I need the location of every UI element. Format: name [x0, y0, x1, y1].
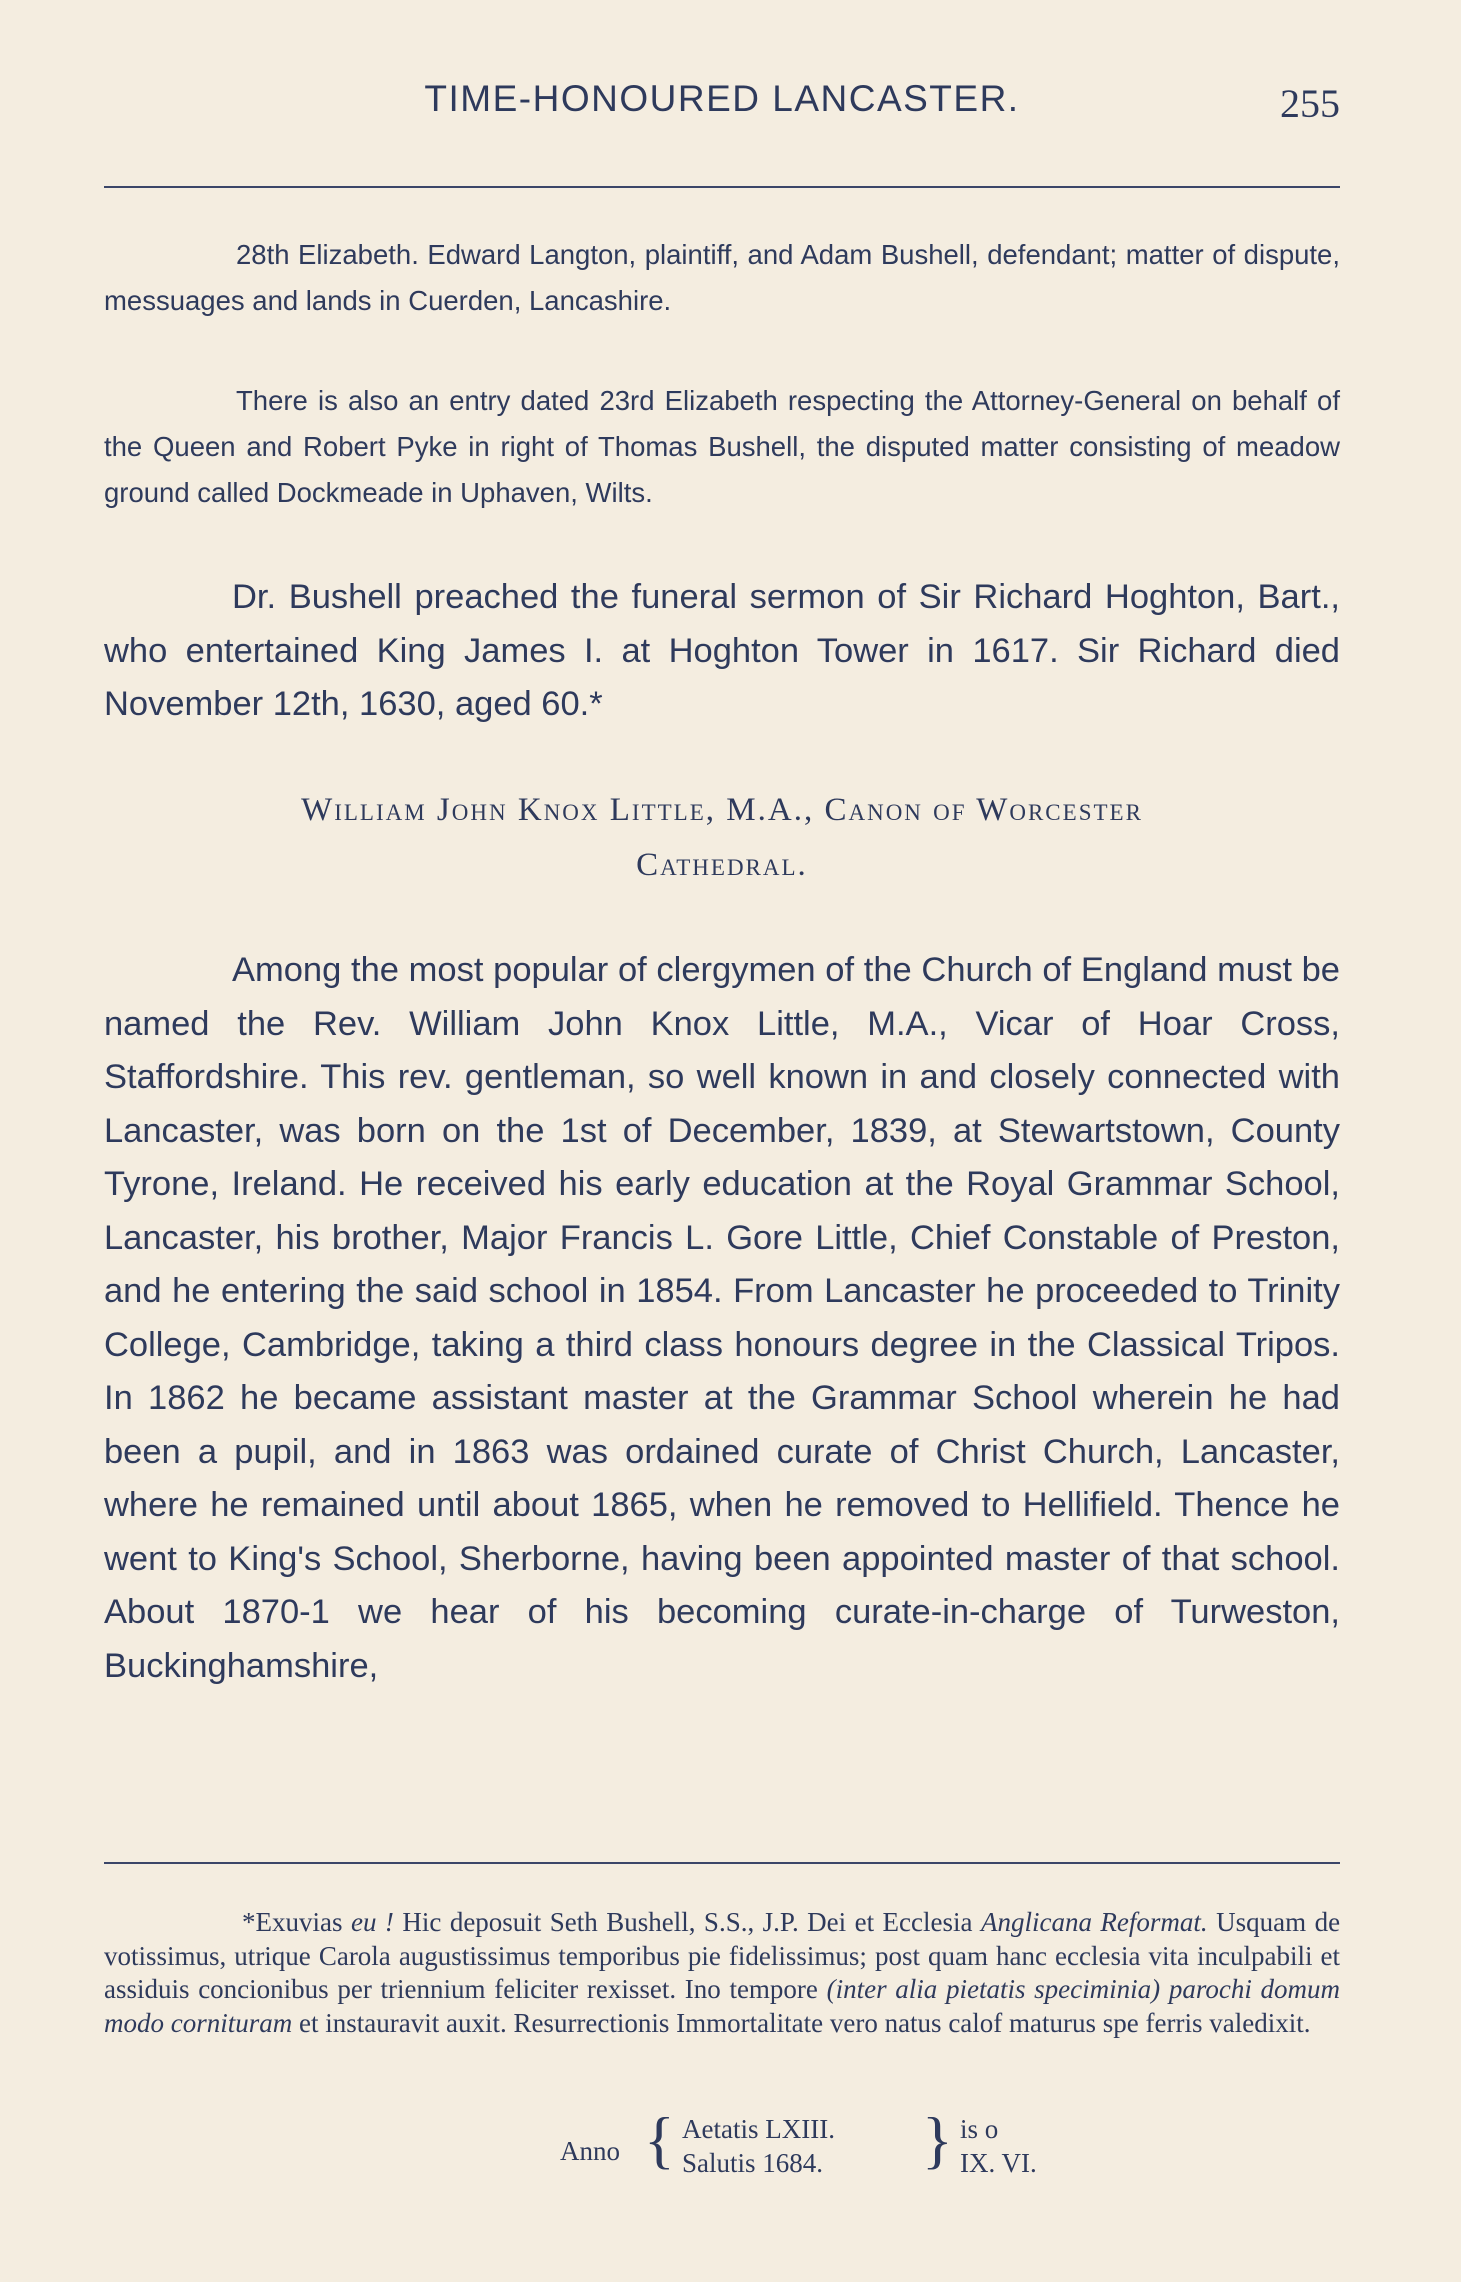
- footnote-text: et instauravit auxit. Resurrectionis Immortalitate vero natus calof maturus spe ferris valedixit.: [299, 2007, 1311, 2038]
- paragraph-text: Dr. Bushell preached the funeral sermon of Sir Richard Hoghton, Bart., who entertained King James I. at Hoghton Tower in 1617. Sir Richard died November 12th, 1630, aged 60.*: [104, 578, 1340, 723]
- anno-aetatis: Aetatis LXIII.: [682, 2114, 835, 2144]
- entry-text: 28th Elizabeth. Edward Langton, plaintiff, and Adam Bushell, defendant; matter of dispute, messuages and lands in Cuerden, Lancashire.: [104, 239, 1340, 316]
- anno-salutis: Salutis 1684.: [682, 2148, 824, 2178]
- left-brace-icon: {: [644, 2104, 675, 2175]
- paragraph-little: [104, 944, 1340, 1693]
- page-number: 255: [1280, 81, 1340, 126]
- heading-line-2: Cathedral.: [636, 847, 808, 883]
- heading-line-1: William John Knox Little, M.A., Canon of Worcester: [301, 792, 1143, 828]
- anno-label: Anno: [560, 2136, 620, 2166]
- section-heading: [104, 783, 1340, 893]
- running-title: TIME-HONOURED LANCASTER.: [424, 78, 1020, 119]
- footnote-italic: Anglicana Reformat.: [980, 1907, 1208, 1937]
- footnote-text: *Exuvias: [242, 1907, 343, 1937]
- footnote: [104, 1906, 1340, 2040]
- entry-text: There is also an entry dated 23rd Elizabeth respecting the Attorney-General on behalf of the Queen and Robert Pyke in right of Thomas Bushell, the disputed matter consisting of meadow ground called Dockmeade in Uphaven, Wilts.: [104, 385, 1340, 508]
- header-rule: [104, 186, 1340, 188]
- anno-right-2: IX. VI.: [960, 2148, 1037, 2178]
- anno-inscription: [560, 2104, 1080, 2192]
- record-entry-2: [104, 378, 1340, 516]
- footnote-italic: (inter alia pietatis speciminia) parochi domum modo cornituram: [104, 1974, 1341, 2038]
- footnote-italic: eu !: [350, 1907, 394, 1937]
- page-header: [104, 78, 1340, 138]
- footnote-text: Hic deposuit Seth Bushell, S.S., J.P. Dei et Ecclesia: [402, 1907, 973, 1937]
- right-brace-icon: }: [922, 2104, 953, 2175]
- paragraph-text: Among the most popular of clergymen of the Church of England must be named the Rev. William John Knox Little, M.A., Vicar of Hoar Cross, Staffordshire. This rev. gentleman, so well known in and closely connected with Lancaster, was born on the 1st of December, 1839, at Stewartstown, County Tyrone, Ireland. He received his early education at the Royal Grammar School, Lancaster, his brother, Major Francis L. Gore Little, Chief Constable of Preston, and he entering the said school in 1854. From Lancaster he proceeded to Trinity College, Cambridge, taking a third class honours degree in the Classical Tripos. In 1862 he became assistant master at the Grammar School wherein he had been a pupil, and in 1863 was ordained curate of Christ Church, Lancaster, where he remained until about 1865, when he removed to Hellifield. Thence he went to King's School, Sherborne, having been appointed master of that school. About 1870-1 we hear of his becoming curate-in-charge of Turweston, Buckinghamshire,: [104, 951, 1340, 1685]
- paragraph-bushell: [104, 571, 1340, 732]
- footnote-text: Usquam de votissimus, utrique Carola augustissimus temporibus pie fidelissimus; post quam hanc ecclesia vita inculpabili et assiduis concionibus per triennium feliciter rexisset. Ino tempore: [104, 1907, 1341, 2004]
- footnote-rule: [104, 1862, 1340, 1864]
- record-entry-1: [104, 232, 1340, 324]
- anno-right-1: is o: [960, 2114, 999, 2144]
